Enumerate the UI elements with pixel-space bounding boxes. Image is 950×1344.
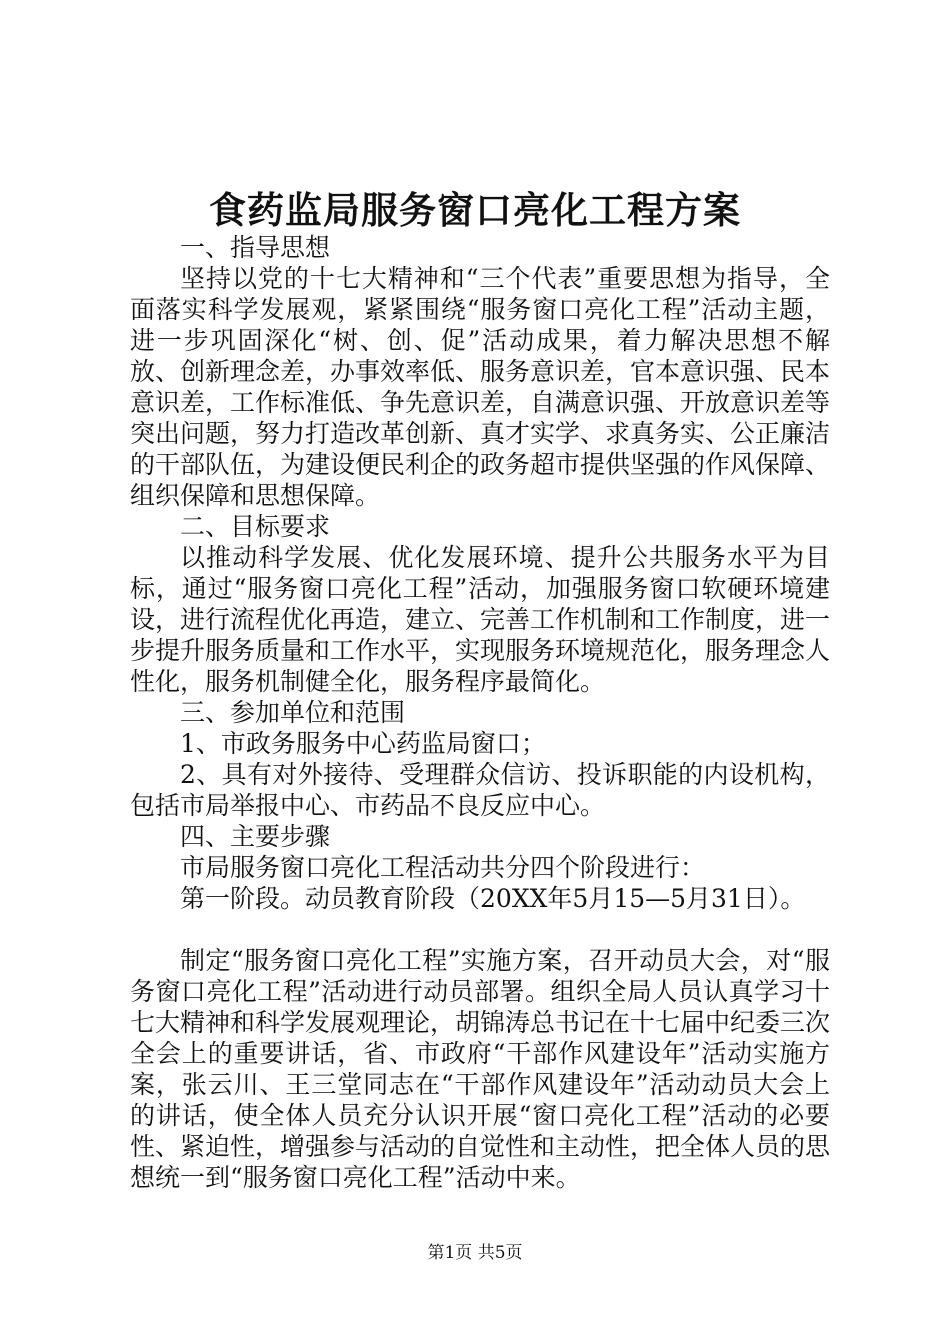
list-item-participant-2: 2、具有对外接待、受理群众信访、投诉职能的内设机构，包括市局举报中心、市药品不良反应中心。: [130, 760, 830, 820]
paragraph-stage-one-details: 制定“服务窗口亮化工程”实施方案，召开动员大会，对“服务窗口亮化工程”活动进行动员部署。组织全局人员认真学习十七大精神和科学发展观理论，胡锦涛总书记在十七届中纪委三次全会上的重要讲话，省、市政府“干部作风建设年”活动实施方案，张云川、王三堂同志在“干部作风建设年”活动动员大会上的讲话，使全体人员充分认识开展“窗口亮化工程”活动的必要性、紧迫性，增强参与活动的自觉性和主动性，把全体人员的思想统一到“服务窗口亮化工程”活动中来。: [130, 946, 831, 1192]
section-heading-goals: 二、目标要求: [180, 512, 331, 541]
paragraph-steps-intro: 市局服务窗口亮化工程活动共分四个阶段进行：: [180, 853, 706, 882]
document-title: 食药监局服务窗口亮化工程方案: [209, 188, 741, 232]
section-heading-steps: 四、主要步骤: [180, 822, 331, 851]
section-heading-participants: 三、参加单位和范围: [180, 698, 406, 727]
page-footer: 第1页 共5页: [427, 1243, 523, 1263]
paragraph-guiding-ideology: 坚持以党的十七大精神和“三个代表”重要思想为指导，全面落实科学发展观，紧紧围绕“服务窗口亮化工程”活动主题，进一步巩固深化“树、创、促”活动成果，着力解决思想不解放、创新理念差，办事效率低、服务意识差，官本意识强、民本意识差，工作标准低、争先意识差，自满意识强、开放意识差等突出问题，努力打造改革创新、真才实学、求真务实、公正廉洁的干部队伍，为建设便民利企的政务超市提供坚强的作风保障、组织保障和思想保障。: [130, 264, 831, 510]
list-item-participant-1: 1、市政务服务中心药监局窗口；: [180, 729, 546, 758]
paragraph-stage-one: 第一阶段。动员教育阶段（20XX年5月15—5月31日）。: [180, 884, 806, 913]
document-body: [130, 232, 830, 1193]
paragraph-goals: 以推动科学发展、优化发展环境、提升公共服务水平为目标，通过“服务窗口亮化工程”活动，加强服务窗口软硬环境建设，进行流程优化再造，建立、完善工作机制和工作制度，进一步提升服务质量和工作水平，实现服务环境规范化，服务理念人性化，服务机制健全化，服务程序最简化。: [130, 543, 831, 696]
section-heading-guiding-ideology: 一、指导思想: [180, 233, 331, 262]
